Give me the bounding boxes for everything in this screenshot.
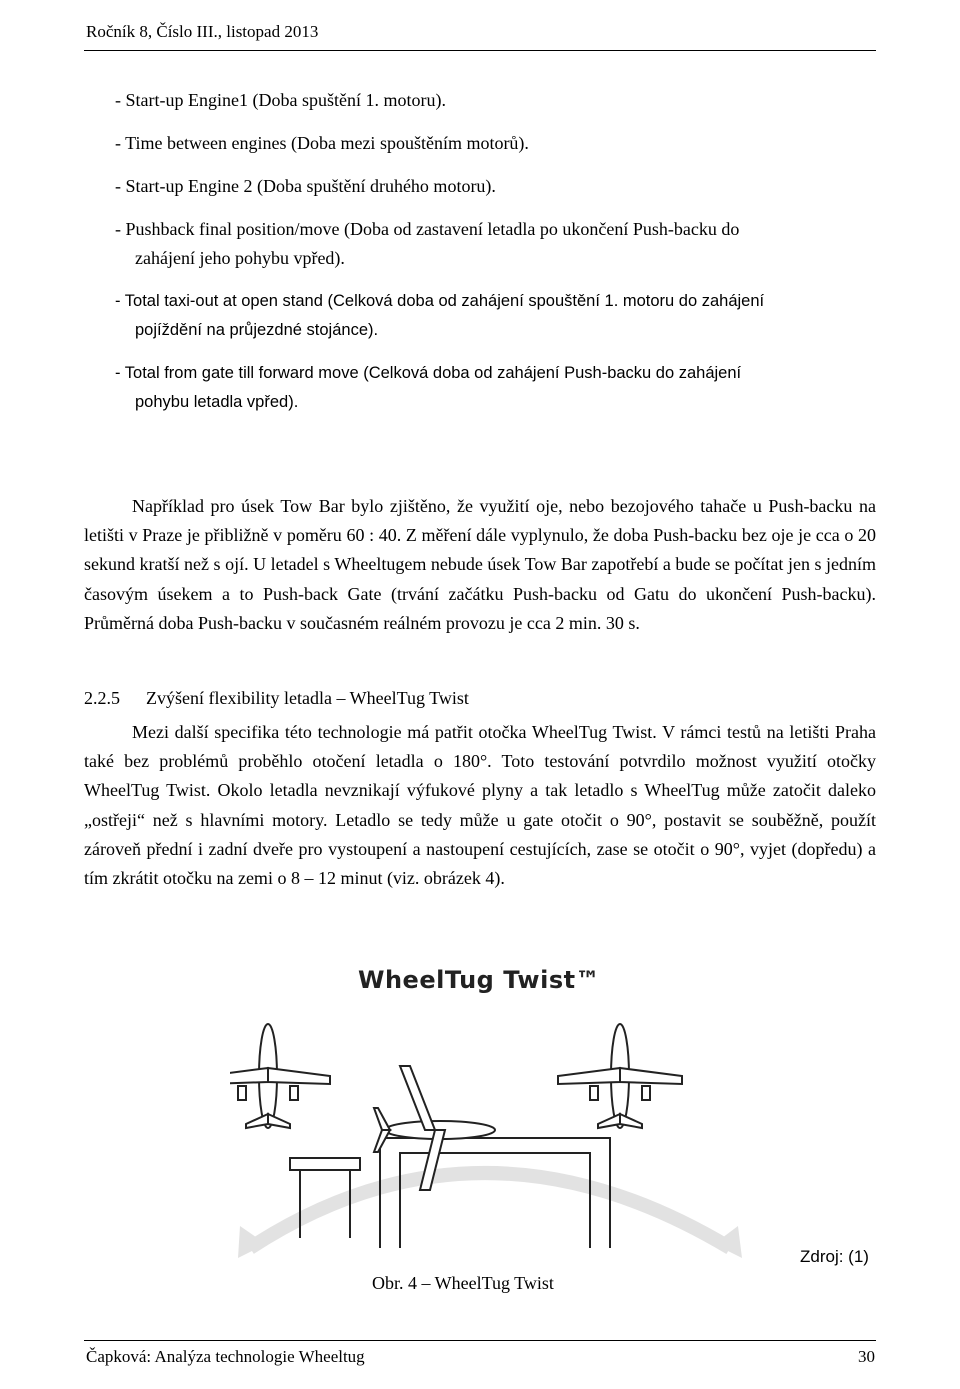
list-item	[115, 172, 880, 201]
footer-rule	[84, 1340, 876, 1341]
running-footer: Čapková: Analýza technologie Wheeltug	[86, 1347, 365, 1366]
section-number: 2.2.5	[84, 688, 120, 708]
list-item	[115, 287, 880, 345]
twist-illustration	[230, 958, 750, 1258]
list-item-line: - Total from gate till forward move (Celková doba od zahájení Push-backu do zahájení	[115, 364, 742, 382]
header-rule	[84, 50, 876, 51]
arrow-head-left-icon	[238, 1226, 266, 1258]
gate-left-icon	[290, 1158, 360, 1238]
list-item-line: - Start-up Engine1 (Doba spuštění 1. motoru).	[115, 90, 446, 110]
phase-list	[115, 86, 880, 431]
airplane-right-icon	[558, 1024, 682, 1128]
paragraph-twist	[84, 718, 876, 893]
page-number: 30	[858, 1347, 875, 1366]
list-item	[115, 359, 880, 417]
paragraph-text: Například pro úsek Tow Bar bylo zjištěno, že využití oje, nebo bezojového tahače u Push-backu na letišti v Praze je přibližně v poměru 60 : 40. Z měření dále vyplynulo, že doba Push-backu bez oje je cca o 20 sekund kratší než s ojí. U letadel s Wheeltugem nebude úsek Tow Bar zapotřebí a bude se počítat jen s jedním časovým úsekem a to Push-back Gate (trvání začátku Push-backu od Gatu do ukončení Push-backu). Průměrná doba Push-backu v současném reálném provozu je cca 2 min. 30 s.	[84, 496, 876, 633]
list-item-line: - Time between engines (Doba mezi spouštěním motorů).	[115, 133, 529, 153]
figure-source: Zdroj: (1)	[800, 1247, 869, 1266]
paragraph-towbar	[84, 492, 876, 638]
figure-caption: Obr. 4 – WheelTug Twist	[372, 1273, 554, 1293]
wheeltug-twist-figure	[230, 958, 750, 1258]
list-item	[115, 215, 880, 273]
list-item	[115, 129, 880, 158]
arrow-head-right-icon	[714, 1226, 742, 1258]
section-title: Zvýšení flexibility letadla – WheelTug Twist	[146, 688, 469, 708]
running-header: Ročník 8, Číslo III., listopad 2013	[86, 22, 319, 41]
list-item-line: - Total taxi-out at open stand (Celková doba od zahájení spouštění 1. motoru do zahájení	[115, 292, 765, 310]
list-item-continuation: zahájení jeho pohybu vpřed).	[135, 248, 345, 268]
list-item	[115, 86, 880, 115]
rotation-arrow-icon	[250, 1173, 730, 1248]
list-item-continuation: pojíždění na průjezdné stojánce).	[135, 321, 379, 339]
airplane-left-icon	[230, 1024, 330, 1128]
list-item-line: - Start-up Engine 2 (Doba spuštění druhého motoru).	[115, 176, 496, 196]
figure-title: WheelTug Twist™	[358, 966, 601, 994]
section-heading	[84, 688, 469, 709]
list-item-continuation: pohybu letadla vpřed).	[135, 393, 299, 411]
paragraph-text: Mezi další specifika této technologie má patřit otočka WheelTug Twist. V rámci testů na letišti Praha také bez problémů proběhlo otočení letadla o 180°. Toto testování potvrdilo možnost využití otočky WheelTug Twist. Okolo letadla nevznikají výfukové plyny a tak letadlo s WheelTug může zatočit daleko „ostřeji“ než s hlavními motory. Letadlo se tedy může u gate otočit o 90°, postavit se souběžně, použít zároveň přední i zadní dveře pro vystoupení a nastoupení cestujících, zase se otočit o 90°, vyjet (dopředu) a tím zkrátit otočku na zemi o 8 – 12 minut (viz. obrázek 4).	[84, 722, 876, 889]
jet-bridge-icon	[380, 1138, 610, 1248]
list-item-line: - Pushback final position/move (Doba od zastavení letadla po ukončení Push-backu do	[115, 219, 740, 239]
